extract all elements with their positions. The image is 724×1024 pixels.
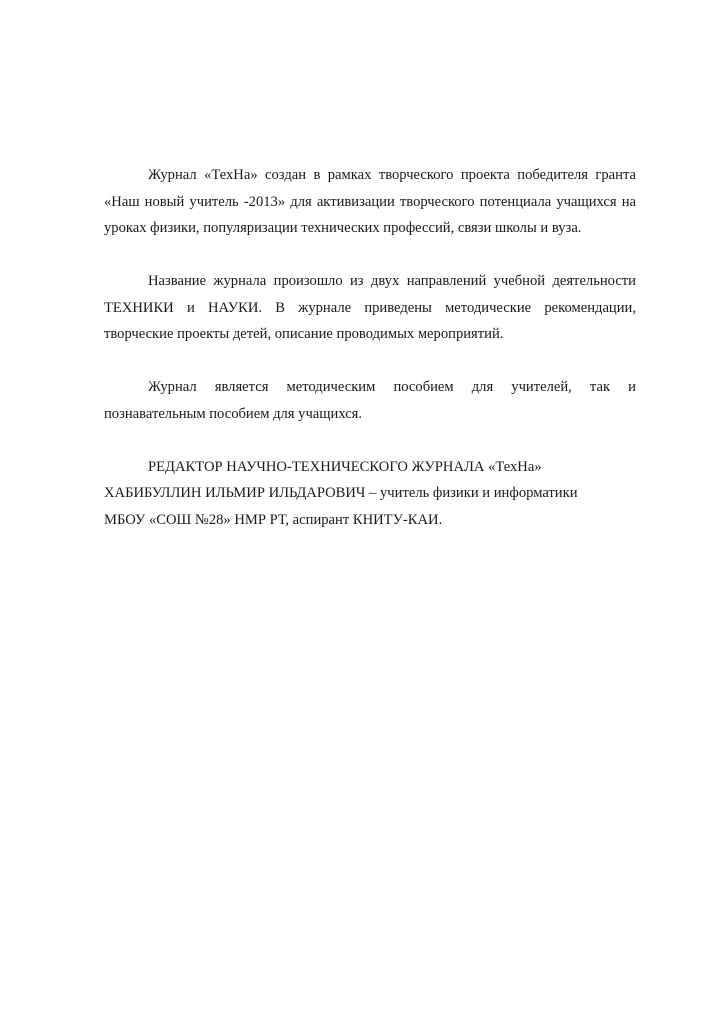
- intro-paragraph: Журнал «ТехНа» создан в рамках творческого проекта победителя гранта «Наш новый учитель -2013» для активизации творческого потенциала учащихся на уроках физики, популяризации технических профессий, связи школы и вуза.: [104, 167, 636, 236]
- editor-affiliation: МБОУ «СОШ №28» НМР РТ, аспирант КНИТУ-КАИ.: [104, 511, 443, 528]
- document-body: [104, 162, 636, 533]
- title-origin-paragraph: Название журнала произошло из двух направлений учебной деятельности ТЕХНИКИ и НАУКИ. В журнале приведены методические рекомендации, творческие проекты детей, описание проводимых мероприятий.: [104, 273, 636, 342]
- purpose-paragraph: Журнал является методическим пособием для учителей, так и познавательным пособием для учащихся.: [104, 379, 636, 422]
- paragraph-spacer: [104, 348, 636, 375]
- editor-name: ХАБИБУЛЛИН ИЛЬМИР ИЛЬДАРОВИЧ – учитель физики и информатики: [104, 485, 578, 501]
- paragraph-spacer: [104, 427, 636, 454]
- editor-title: РЕДАКТОР НАУЧНО-ТЕХНИЧЕСКОГО ЖУРНАЛА «ТехНа»: [148, 458, 542, 475]
- paragraph-spacer: [104, 242, 636, 269]
- editor-signature: [104, 454, 636, 534]
